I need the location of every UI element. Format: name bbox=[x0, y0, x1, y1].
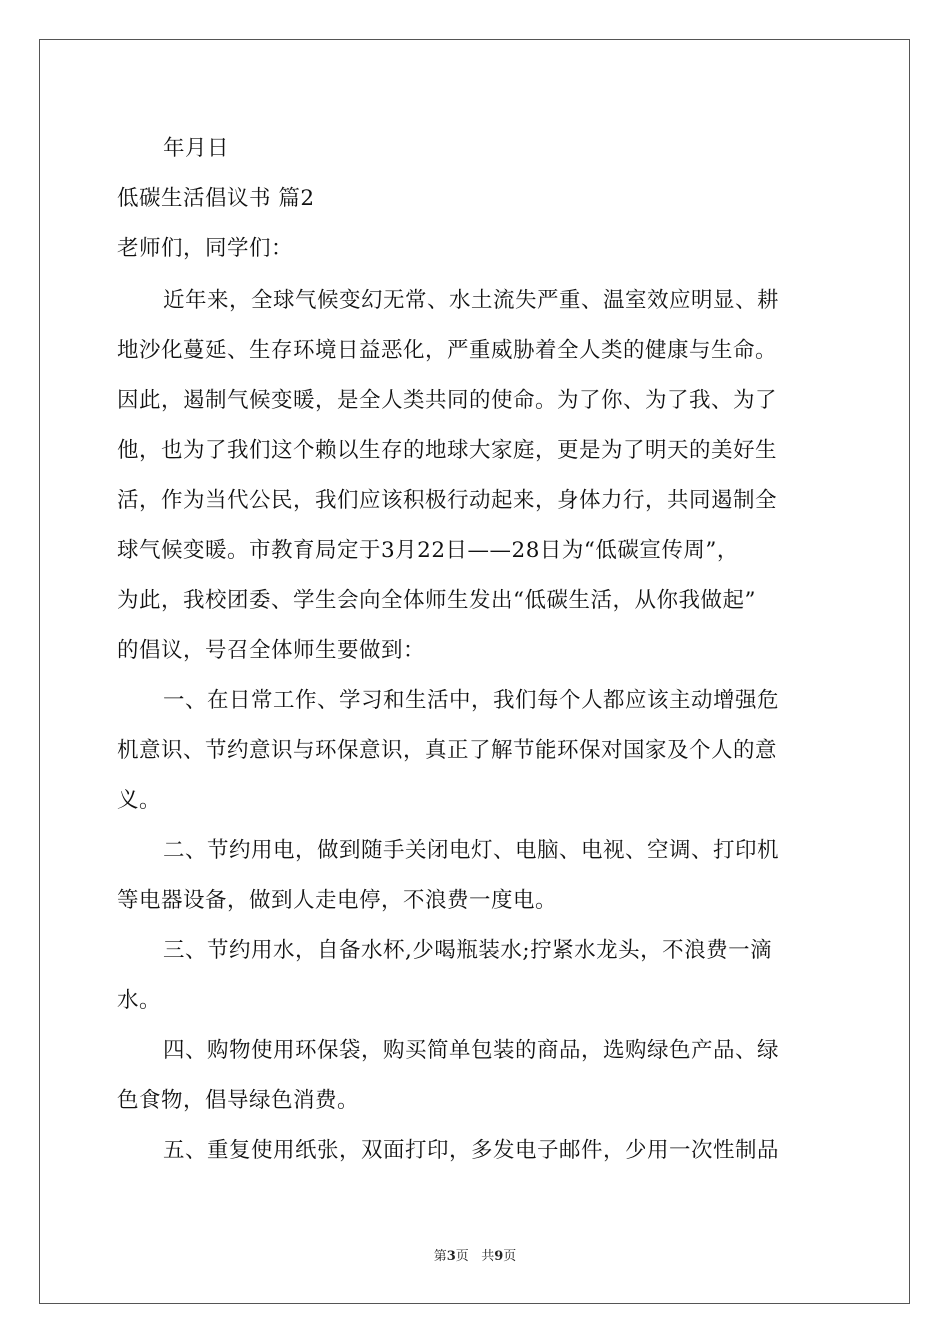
paragraph-line: 因此，遏制气候变暖，是全人类共同的使命。为了你、为了我、为了 bbox=[117, 388, 778, 413]
document-heading: 低碳生活倡议书 篇2 bbox=[117, 186, 315, 211]
paragraph-line: 五、重复使用纸张，双面打印，多发电子邮件，少用一次性制品 bbox=[163, 1138, 780, 1163]
total-suffix: 页 bbox=[503, 1249, 517, 1264]
paragraph-line: 他，也为了我们这个赖以生存的地球大家庭，更是为了明天的美好生 bbox=[117, 438, 778, 463]
paragraph-line: 地沙化蔓延、生存环境日益恶化，严重威胁着全人类的健康与生命。 bbox=[117, 338, 778, 363]
paragraph-line: 近年来，全球气候变幻无常、水土流失严重、温室效应明显、耕 bbox=[163, 288, 780, 313]
total-prefix: 共 bbox=[481, 1249, 495, 1264]
paragraph-line: 一、在日常工作、学习和生活中，我们每个人都应该主动增强危 bbox=[163, 688, 780, 713]
paragraph-line: 四、购物使用环保袋，购买简单包装的商品，选购绿色产品、绿 bbox=[163, 1038, 780, 1063]
paragraph-line: 色食物，倡导绿色消费。 bbox=[117, 1088, 360, 1113]
paragraph-line: 水。 bbox=[117, 988, 162, 1013]
total-pages: 9 bbox=[494, 1249, 504, 1264]
page-suffix: 页 bbox=[455, 1249, 469, 1264]
paragraph-line: 机意识、节约意识与环保意识，真正了解节能环保对国家及个人的意 bbox=[117, 738, 778, 763]
page-number: 3 bbox=[446, 1249, 456, 1264]
paragraph-line: 等电器设备，做到人走电停，不浪费一度电。 bbox=[117, 888, 558, 913]
paragraph-line: 二、节约用电，做到随手关闭电灯、电脑、电视、空调、打印机 bbox=[163, 838, 780, 863]
page-footer bbox=[0, 1245, 950, 1264]
paragraph-line: 义。 bbox=[117, 788, 162, 813]
date-line: 年月日 bbox=[163, 136, 230, 161]
paragraph-line: 的倡议，号召全体师生要做到： bbox=[117, 638, 426, 663]
paragraph-line: 活，作为当代公民，我们应该积极行动起来，身体力行，共同遏制全 bbox=[117, 488, 778, 513]
salutation: 老师们，同学们： bbox=[117, 236, 294, 261]
paragraph-line: 球气候变暖。市教育局定于3月22日——28日为“低碳宣传周”， bbox=[117, 538, 739, 563]
paragraph-line: 三、节约用水，自备水杯,少喝瓶装水;拧紧水龙头，不浪费一滴 bbox=[163, 938, 773, 963]
page-prefix: 第 bbox=[433, 1249, 447, 1264]
paragraph-line: 为此，我校团委、学生会向全体师生发出“低碳生活，从你我做起” bbox=[117, 588, 756, 613]
